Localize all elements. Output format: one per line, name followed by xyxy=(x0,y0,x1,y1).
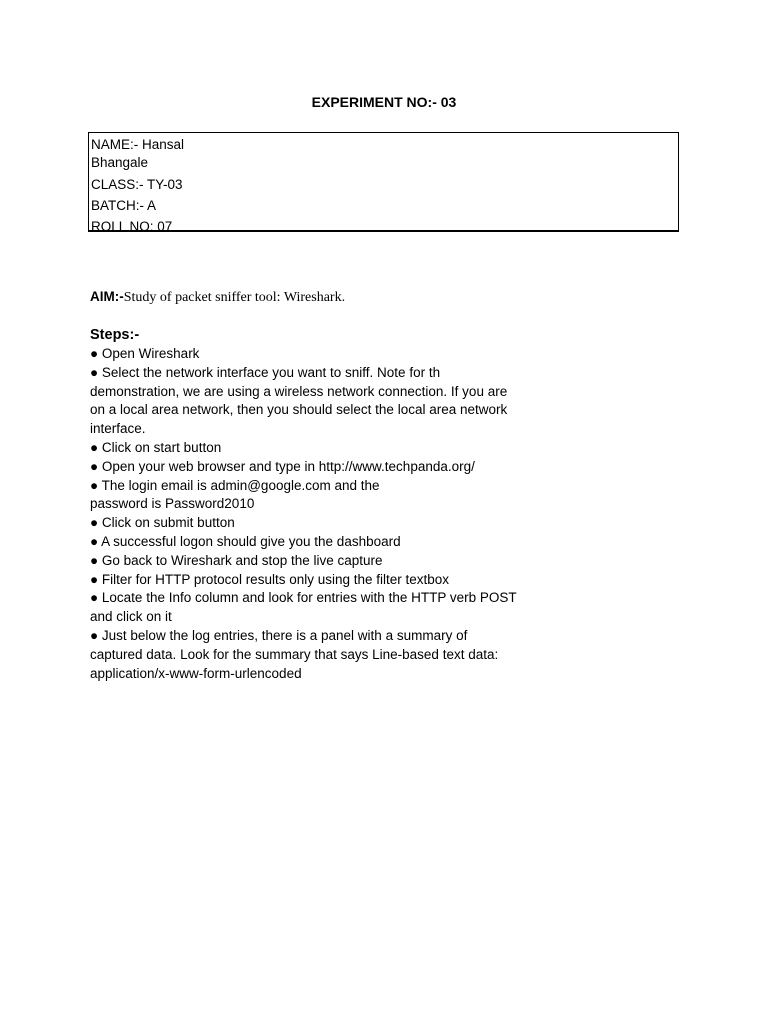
roll-line: ROLL NO: 07 xyxy=(91,219,173,232)
step-line: captured data. Look for the summary that says Line-based text data: xyxy=(90,646,499,662)
step-line: application/x-www-form-urlencoded xyxy=(90,665,302,681)
step-line: ● Click on start button xyxy=(90,439,222,455)
step-line: ● Select the network interface you want to sniff. Note for th xyxy=(90,364,441,380)
step-line: on a local area network, then you should select the local area network xyxy=(90,402,508,418)
batch-line: BATCH:- A xyxy=(91,198,157,213)
step-line: ● The login email is admin@google.com and the xyxy=(90,477,380,493)
name-line-1: NAME:- Hansal xyxy=(91,137,185,152)
aim-section xyxy=(90,288,345,306)
step-line: ● A successful logon should give you the dashboard xyxy=(90,533,401,549)
student-info-box xyxy=(88,132,679,232)
step-line: password is Password2010 xyxy=(90,496,255,512)
step-line: ● Click on submit button xyxy=(90,515,235,531)
step-line: and click on it xyxy=(90,609,172,625)
steps-heading: Steps:- xyxy=(90,327,140,343)
step-line: ● Open your web browser and type in http://www.techpanda.org/ xyxy=(90,458,475,474)
class-line: CLASS:- TY-03 xyxy=(91,177,183,192)
experiment-title: EXPERIMENT NO:- 03 xyxy=(311,94,457,110)
step-line: ● Filter for HTTP protocol results only using the filter textbox xyxy=(90,571,450,587)
step-line: ● Locate the Info column and look for entries with the HTTP verb POST xyxy=(90,590,517,606)
step-line: demonstration, we are using a wireless network connection. If you are xyxy=(90,383,508,399)
name-line-2: Bhangale xyxy=(91,155,149,170)
step-line: ● Just below the log entries, there is a panel with a summary of xyxy=(90,627,468,643)
step-line: ● Open Wireshark xyxy=(90,346,200,361)
aim-text: Study of packet sniffer tool: Wireshark. xyxy=(123,290,346,305)
step-line: ● Go back to Wireshark and stop the live capture xyxy=(90,552,383,568)
aim-label: AIM:- xyxy=(90,289,124,304)
steps-list xyxy=(90,345,550,683)
step-line: interface. xyxy=(90,421,146,437)
